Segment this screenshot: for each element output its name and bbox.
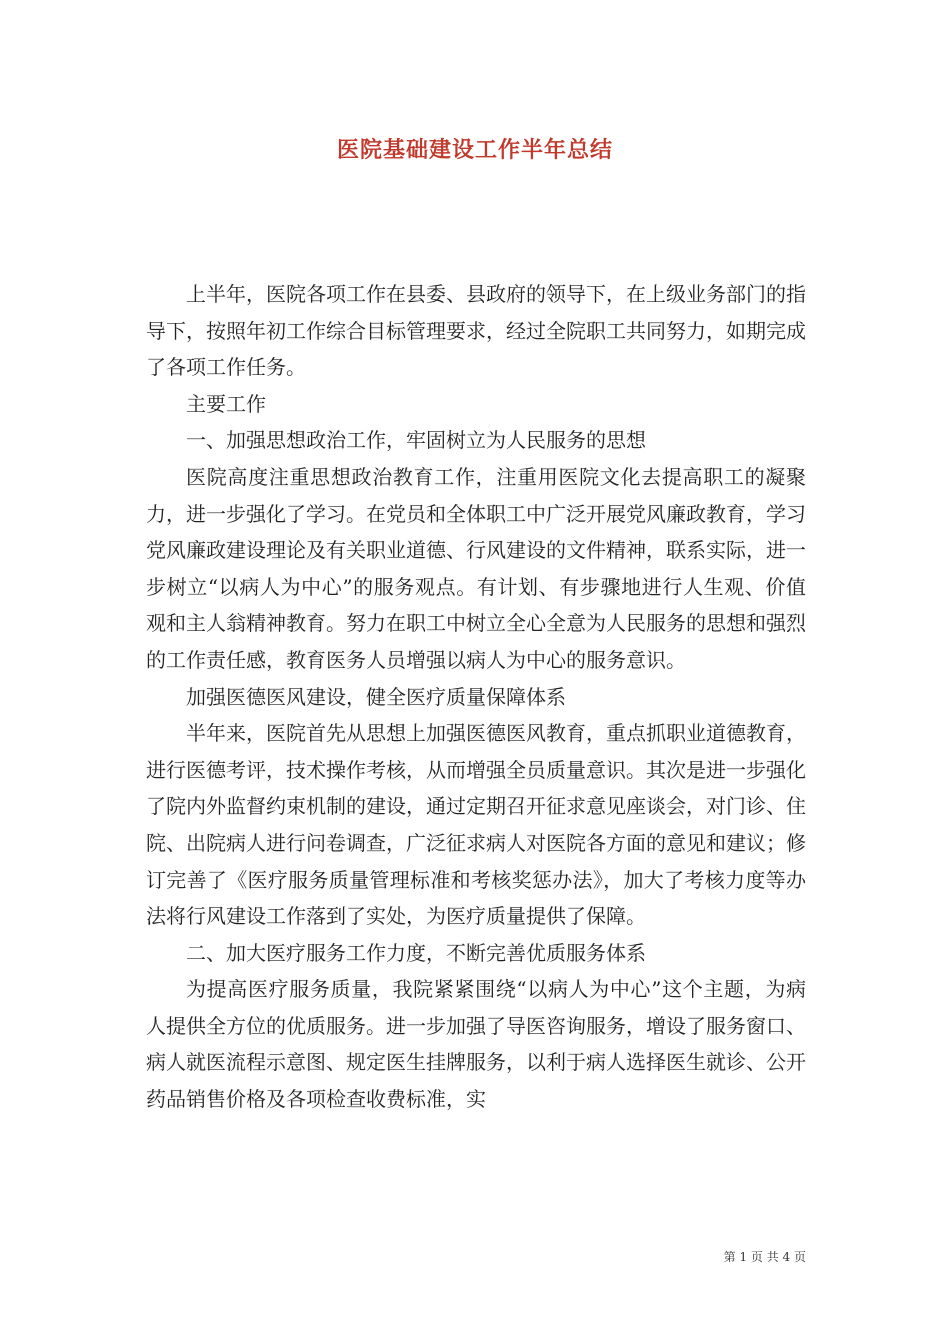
page-number-footer: 第 1 页 共 4 页 [723, 1250, 806, 1264]
section-heading-2: 二、加大医疗服务工作力度，不断完善优质服务体系 [186, 940, 646, 965]
paragraph-political-education: 医院高度注重思想政治教育工作，注重用医院文化去提高职工的凝聚力，进一步强化了学习。在党员和全体职工中广泛开展党风廉政教育，学习党风廉政建设理论及有关职业道德、行风建设的文件精神，联系实际，进一步树立“以病人为中心”的服务观点。有计划、有步骤地进行人生观、价值观和主人翁精神教育。努力在职工中树立全心全意为人民服务的思想和强烈的工作责任感，教育医务人员增强以病人为中心的服务意识。 [146, 464, 806, 672]
paragraph-service: 为提高医疗服务质量，我院紧紧围绕“以病人为中心”这个主题，为病人提供全方位的优质服务。进一步加强了导医咨询服务，增设了服务窗口、病人就医流程示意图、规定医生挂牌服务，以利于病人选择医生就诊、公开药品销售价格及各项检查收费标准，实 [146, 977, 806, 1112]
document-title: 医院基础建设工作半年总结 [336, 137, 613, 163]
section-heading-1: 一、加强思想政治工作，牢固树立为人民服务的思想 [186, 428, 646, 453]
section-heading-main-work: 主要工作 [186, 391, 266, 416]
document-body [146, 276, 806, 1118]
paragraph-intro: 上半年，医院各项工作在县委、县政府的领导下，在上级业务部门的指导下，按照年初工作综合目标管理要求，经过全院职工共同努力，如期完成了各项工作任务。 [146, 282, 806, 380]
section-heading-ethics: 加强医德医风建设，健全医疗质量保障体系 [186, 684, 566, 709]
paragraph-ethics: 半年来，医院首先从思想上加强医德医风教育，重点抓职业道德教育，进行医德考评，技术操作考核，从而增强全员质量意识。其次是进一步强化了院内外监督约束机制的建设，通过定期召开征求意见座谈会，对门诊、住院、出院病人进行问卷调查，广泛征求病人对医院各方面的意见和建议；修订完善了《医疗服务质量管理标准和考核奖惩办法》，加大了考核力度等办法将行风建设工作落到了实处，为医疗质量提供了保障。 [146, 721, 806, 929]
